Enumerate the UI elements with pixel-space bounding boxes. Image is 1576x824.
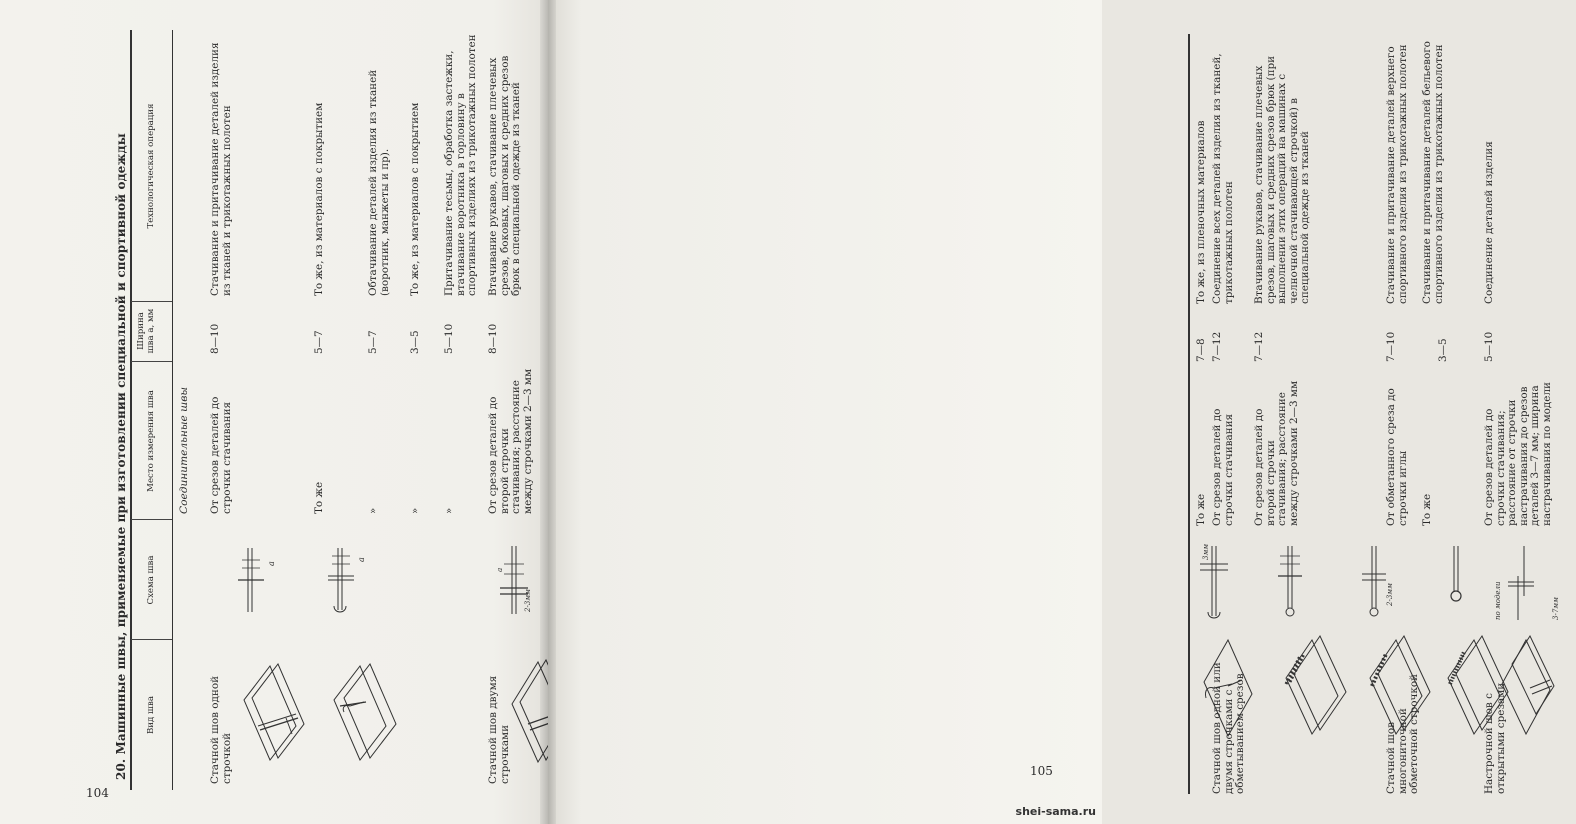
seam-sketch-drawing — [230, 652, 316, 770]
table-left-rotated — [114, 30, 534, 790]
seam-sketch-drawing — [1272, 632, 1362, 744]
seam-sketch-drawing — [1488, 632, 1572, 744]
column-header-type: Вид шва — [146, 695, 156, 735]
table-top-rule — [130, 30, 132, 790]
row-operation: То же, из пленочных материалов — [1195, 120, 1207, 304]
row-width: 7—8 — [1195, 338, 1207, 362]
row-width: 5—10 — [1483, 331, 1495, 362]
row-operation: Стачивание и притачивание деталей изделия из тканей и трикотажных полотен — [209, 42, 233, 296]
svg-text:по модели: по модели — [1494, 581, 1502, 620]
column-header-width: Ширина шва а, мм — [136, 308, 156, 354]
svg-text:2-3мм: 2-3мм — [1386, 583, 1394, 606]
seam-scheme-diagram — [1356, 536, 1396, 626]
table-top-rule — [1188, 34, 1190, 794]
row-width: 3—5 — [409, 330, 421, 354]
row-place: То же — [1195, 493, 1207, 526]
watermark: shei-sama.ru — [1015, 805, 1096, 818]
row-place: » — [443, 507, 455, 514]
row-operation: Соединение всех деталей изделия из тканей, трикотажных полотен — [1211, 53, 1235, 304]
row-operation: Притачивание тесьмы, обработка застежки, втачивание воротника в горловину в спортивных изделиях из трикотажных полотен — [443, 34, 479, 296]
row-width: 5—7 — [313, 330, 325, 354]
row-type: Настрочной шов с открытыми срезами — [1483, 682, 1507, 794]
seam-scheme-diagram — [1196, 536, 1236, 626]
row-place: От срезов деталей до второй строчки стачивания; расстояние между строчками 2—3 мм — [1253, 380, 1300, 526]
header-bottom-rule — [172, 30, 173, 790]
row-place: От срезов деталей до строчки стачивания — [209, 396, 233, 514]
row-width: 8—10 — [209, 323, 221, 354]
row-place: То же — [313, 481, 325, 514]
seam-scheme-diagram — [1438, 536, 1478, 626]
row-operation: Соединение деталей изделия — [1483, 141, 1495, 304]
svg-text:a: a — [496, 567, 504, 572]
table-title: 20. Машинные швы, применяемые при изготовлении специальной и спортивной одежды — [114, 133, 128, 780]
row-type: Стачной шов одной или двумя строчками с обметыванием срезов — [1211, 662, 1247, 794]
row-place: От обметанного среза до строчки иглы — [1385, 388, 1409, 526]
row-width: 7—12 — [1211, 331, 1223, 362]
table-right-rotated — [1188, 34, 1576, 794]
svg-text:a: a — [267, 561, 276, 566]
column-header-scheme: Схема шва — [146, 555, 156, 605]
row-place: » — [409, 507, 421, 514]
group-title: Соединительные швы — [178, 387, 190, 514]
row-width: 5—10 — [443, 323, 455, 354]
row-operation: Обтачивание деталей изделия из тканей (воротник, манжеты и пр). — [367, 69, 391, 296]
row-place: » — [367, 507, 379, 514]
page-105 — [548, 0, 1560, 824]
column-header-place: Место измерения шва — [146, 390, 156, 492]
row-width: 5—7 — [367, 330, 379, 354]
seam-scheme-diagram — [1488, 536, 1568, 626]
svg-text:3мм: 3мм — [1202, 543, 1210, 560]
row-place: От срезов деталей до строчки стачивания; расстояние от строчки настрачивания до срезов деталей 3—7 мм; ширина настрачивания по модели — [1483, 382, 1553, 526]
row-operation: Втачивание рукавов, стачивание плечевых срезов, шаговых и средних срезов брюк (при выполнении этих операций на машинах с челночной стачивающей строчкой) в специальной одежде из тканей — [1253, 55, 1312, 304]
row-width: 7—10 — [1385, 331, 1397, 362]
seam-scheme-diagram — [1272, 536, 1312, 626]
book-spine — [540, 0, 556, 824]
seam-scheme-diagram — [320, 540, 380, 620]
seam-sketch-drawing — [1192, 632, 1272, 744]
svg-text:2-3мм: 2-3мм — [524, 589, 532, 612]
row-place: От срезов деталей до второй строчки стачивания; расстояние между строчками 2—3 мм — [487, 368, 534, 514]
row-operation: Втачивание рукавов, стачивание плечевых срезов, боковых, шаговых и средних срезов брюк в специальной одежде из тканей — [487, 55, 523, 296]
seam-scheme-diagram — [494, 540, 534, 620]
row-width: 3—5 — [1437, 338, 1449, 362]
row-place: То же — [1421, 493, 1433, 526]
column-header-operation: Технологическая операция — [146, 103, 156, 229]
seam-sketch-drawing — [320, 652, 406, 770]
seam-sketch-drawing — [1356, 632, 1446, 744]
svg-text:a: a — [357, 557, 366, 562]
row-operation: То же, из материалов с покрытием — [409, 102, 421, 296]
row-operation: Стачивание и притачивание деталей верхнего спортивного изделия из трикотажных полотен — [1385, 44, 1409, 304]
row-operation: Стачивание и притачивание деталей бельевого спортивного изделия из трикотажных полотен — [1421, 41, 1445, 304]
row-width: 8—10 — [487, 323, 499, 354]
row-type: Стачной шов многониточной обметочной строчкой — [1385, 673, 1421, 794]
page-number-left: 104 — [86, 786, 109, 800]
seam-scheme-diagram — [230, 540, 290, 620]
row-type: Стачной шов одной строчкой — [209, 675, 233, 784]
row-type: Стачной шов двумя строчками — [487, 675, 511, 784]
row-place: От срезов деталей до строчки стачивания — [1211, 408, 1235, 526]
row-operation: То же, из материалов с покрытием — [313, 102, 325, 296]
page-number-right: 105 — [1030, 764, 1053, 778]
row-width: 7—12 — [1253, 331, 1265, 362]
page-104 — [0, 0, 548, 824]
svg-text:3-7мм: 3-7мм — [1552, 597, 1560, 620]
